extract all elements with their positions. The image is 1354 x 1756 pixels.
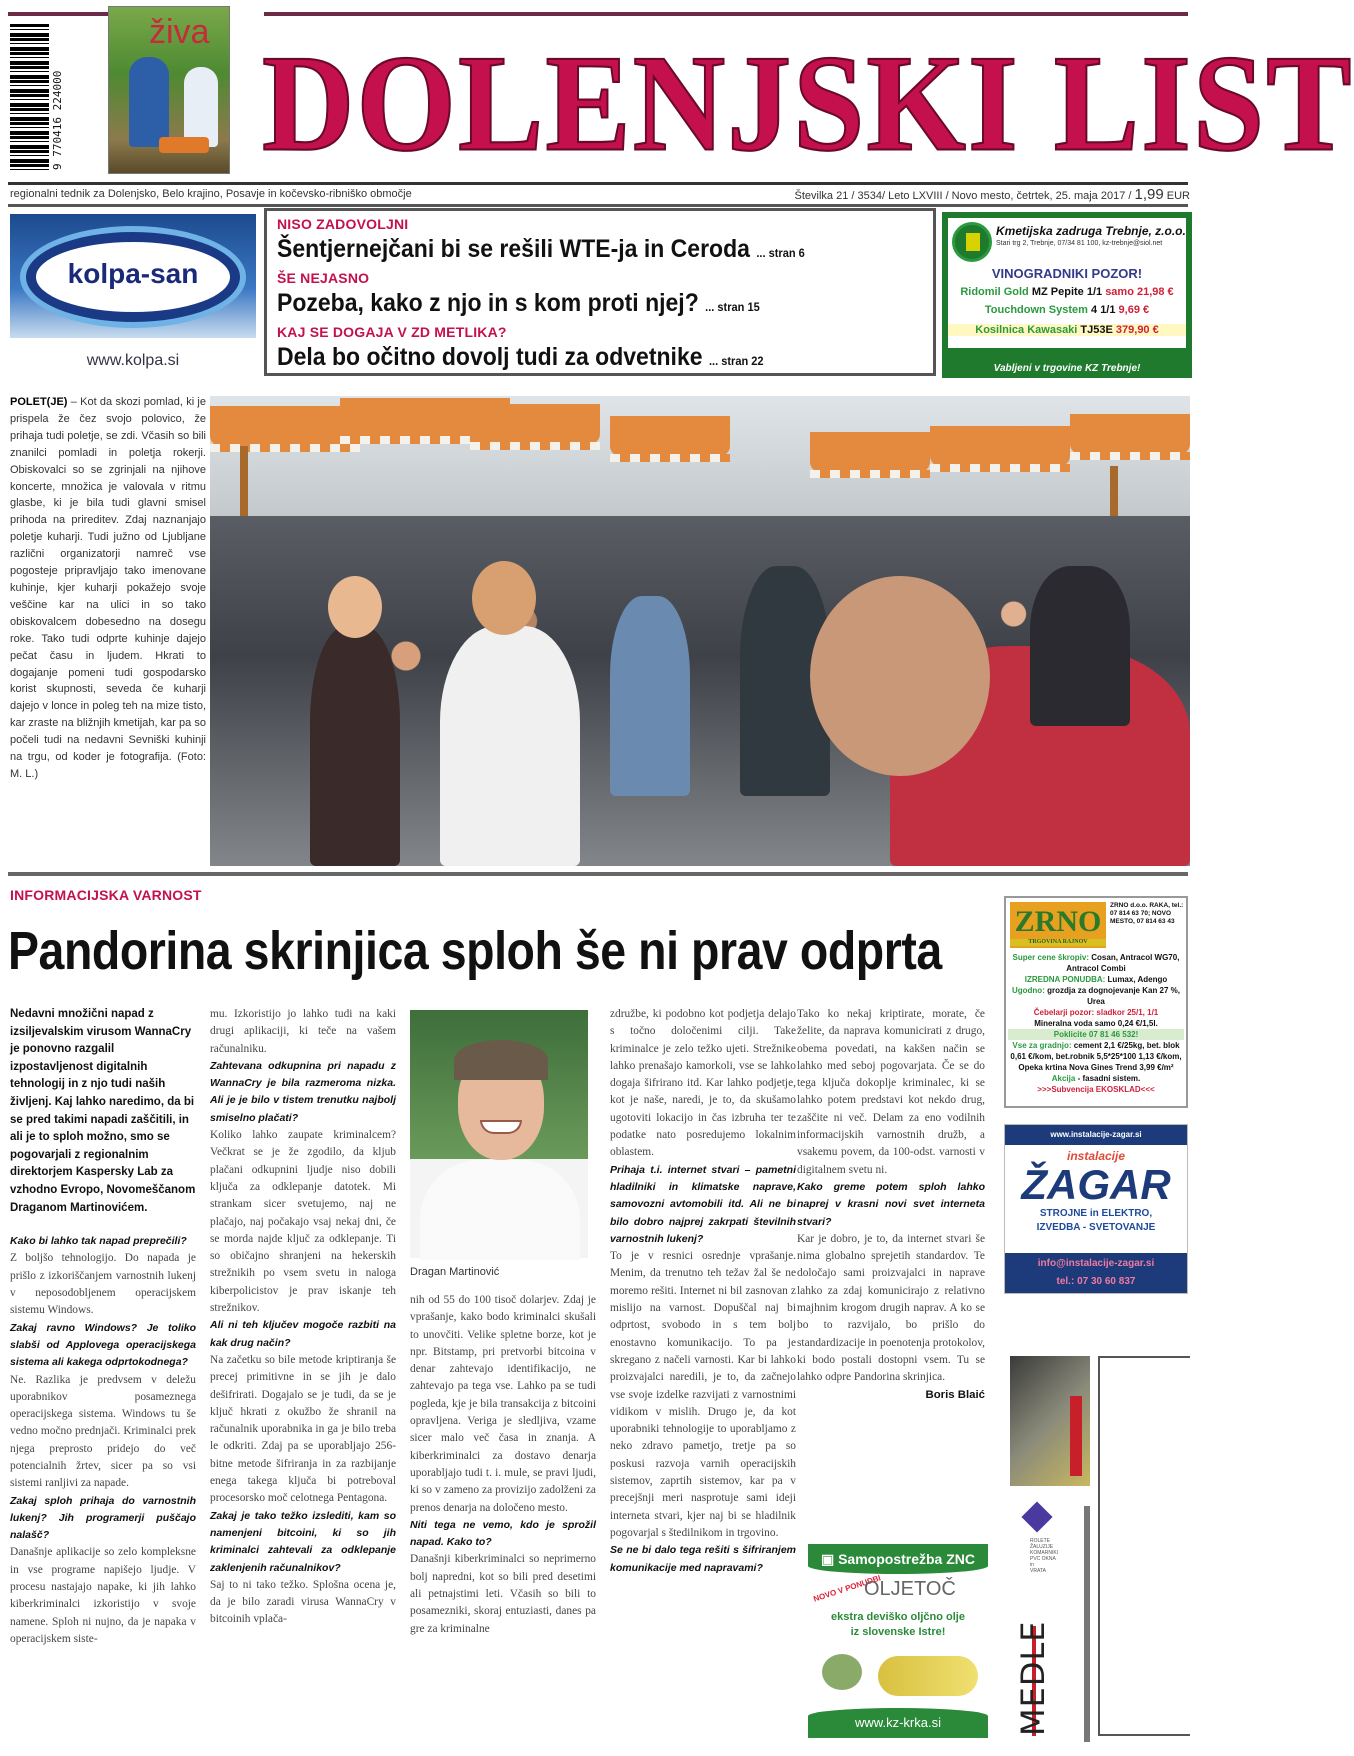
teaser-headline — [277, 341, 871, 377]
portrait-hair — [454, 1040, 548, 1080]
interview-question: Kako greme potem sploh lahko naprej v krasni novi svet interneta stvari? — [797, 1180, 985, 1228]
article-column-5 — [797, 1006, 985, 1404]
teaser-item[interactable] — [277, 269, 923, 323]
interview-answer: Kar je dobro, je to, da internet stvari še nima globalno sprejetih standardov. Te določajo sami proizvajalci in naprave lahko za zdaj komunicirajo z relativno majhnim krogom drugih naprav. A ko se bo to razvijalo, bo prišlo do standardizacije in poenotenja protokolov, ki bodo postali dostopni vsem. Tu se lahko odpre Pandorina skrinjica. — [797, 1232, 985, 1384]
kolpa-url-link[interactable]: www.kolpa.si — [86, 352, 180, 369]
person-figure — [440, 626, 580, 866]
supplement-title: živa — [149, 13, 210, 51]
interview-question: Zahtevana odkupnina pri napadu z WannaCry je bila razmeroma nizka. Ali je je bilo v tistem trenutku najbolj smiselno plačati? — [210, 1059, 396, 1124]
interview-answer: mu. Izkoristijo jo lahko tudi na kaki drugi aplikaciji, ki teče na vašem računalniku. — [210, 1008, 396, 1055]
zrno-line — [1008, 1029, 1184, 1040]
person-figure — [610, 596, 690, 796]
masthead-rule-left — [8, 12, 108, 16]
zrno-logo — [1010, 902, 1106, 948]
article-intro: Nedavni množični napad z izsiljevalskim virusom WannaCry je ponovno razgalil izpostavljenost digitalnih tehnologij in z njo tudi naših življenj. Kaj lahko naredimo, da bi se pred takimi napadi zaščitili, in ali je to sploh možno, smo se pogovarjali z regionalnim direktorjem Kaspersky Lab za vzhodno Evropo, Novomeščanom Draganom Martinovićem. — [10, 1008, 196, 1214]
zrno-label: Čebelarji pozor: — [1033, 1008, 1095, 1017]
zrno-text: cement 2,1 €/25kg, bet. blok 0,61 €/kom, bet.robnik 5,5*25*100 1,13 €/kom, Opeka krtina Nova Gines Trend 3,99 €/m² — [1010, 1041, 1182, 1072]
zagar-url: www.instalacije-zagar.si — [1005, 1125, 1187, 1145]
person-figure — [310, 626, 400, 866]
teaser-headline — [277, 287, 871, 323]
person-head — [810, 576, 990, 776]
market-tent — [470, 404, 600, 444]
issue-details: Številka 21 / 3534/ Leto LXVIII / Novo mesto, četrtek, 25. maja 2017 / — [794, 190, 1135, 202]
ad-kolpa-san[interactable] — [10, 214, 256, 338]
lead-body: – Kot da skozi pomlad, ki je prispela že čez svojo polovico, že prihaja tudi poletje, se zdi. Včasih so bili znanilci pomladi in poletja rokerji. Obiskovalci so se zgrinjali na njihove koncerte, množica je valovala v ritmu glasbe, ki je bila tudi glavni smisel prihoda na prireditev. Zdaj naznanjajo poletje kuharji. Tudi južno od Ljubljane različni organizatorji namreč vse pogosteje pripravljajo tako imenovane kuhinje, kjer kuharji pokažejo svoje veščine kar na ulici in so tako obiskovalcem dobesedno na dosegu roke. Tako tudi odprte kuhinje dajejo pečat času in ljudem. Hkrati to dogajanje pomeni tudi gospodarsko korist skupnosti, seveda če kuharji dajejo v lonce in poleg teh na mize tisto, kar zraste na bližnjih kmetijah, kar pa so počeli tudi na nedavni Sevniški kuhinji na trgu, od koder je fotografija. (Foto: M. L.) — [10, 396, 206, 780]
znc-header-text: Samopostrežba ZNC — [838, 1551, 976, 1567]
znc-header — [808, 1544, 988, 1574]
zrno-label: IZREDNA PONUDBA: — [1024, 975, 1106, 984]
interview-answer: Saj to ni tako težko. Splošna ocena je, da je bilo zaradi virusa WannaCry v bitcoinih vplača- — [210, 1578, 396, 1626]
teaser-kicker: KAJ SE DOGAJA V ZD METLIKA? — [277, 324, 507, 340]
interview-answer: Tako ko nekaj kriptirate, morate, če želite, da naprava komunicirati z drugo, obema povedati, na kakšen način se lahko med seboj pogovarjata. Če se do tega ključa dokoplje kriminalec, ki se lahko potem predstavi kot nekdo drug, zaščite ni več. Delam za eno vodilnih informacijskih varnostnih družb, a vsakemu povem, da 100-odst. varnosti v digitalnem svetu ni. — [797, 1008, 985, 1176]
article-column-2 — [210, 1006, 396, 1629]
zrno-label: Akcija — [1051, 1074, 1076, 1083]
zrno-label: Super cene škropiv: — [1012, 953, 1090, 962]
teaser-kicker: ŠE NEJASNO — [277, 270, 370, 286]
teaser-page: ... stran 22 — [708, 354, 764, 368]
teaser-headline — [277, 233, 871, 269]
medle-diamond-icon — [1021, 1501, 1052, 1532]
medle-services — [1030, 1538, 1060, 1574]
medle-red-stripe — [1070, 1396, 1082, 1476]
zrno-logo-text: ZRNO — [1014, 905, 1102, 938]
kz-item — [948, 286, 1186, 298]
kz-item — [948, 304, 1186, 316]
kz-logo-icon — [952, 222, 992, 262]
teaser-box — [264, 208, 936, 376]
zagar-script: instalacije — [1066, 1149, 1126, 1163]
kz-price: 379,90 € — [1115, 324, 1159, 336]
interview-answer: Z boljšo tehnologijo. Do napada je prišlo z izkoriščanjem varnostnih lukenj v neposodobljenem operacijskem sistemu Windows. — [10, 1252, 196, 1317]
medle-service: VRATA — [1030, 1568, 1046, 1574]
zrno-label: Vse za gradnjo: — [1012, 1041, 1072, 1050]
article-column-4 — [610, 1006, 796, 1577]
interview-answer: Ne. Razlika je predvsem v deležu uporabnikov posameznega operacijskega sistema. Windows tu še vedno močno prednjači. Kriminalci prek njega preprosto pridejo do več potencialnih žrtev, sicer pa so vsi sistemi ranljivi za napade. — [10, 1373, 196, 1490]
zrno-contact: ZRNO d.o.o. RAKA, tel.: 07 814 63 70; NOVO MESTO, 07 814 63 43 — [1110, 902, 1184, 925]
portrait-shirt — [420, 1160, 580, 1260]
interview-answer: nih od 55 do 100 tisoč dolarjev. Zdaj je vprašanje, kako bodo kriminalci skušali to unovčiti. Velike spletne borze, kot je npr. Bitstamp, pri pretvorbi bitcoina v denar zahtevajo identifikacijo, ne zahtevajo pa tega vse. Lahko pa se tudi pogleda, kje je bila transakcija z bitcoini opravljena. Veriga je sledljiva, vzame sicer malo več časa in znanja. A kiberkriminalci za dostavo denarja uporabljajo tudi t. i. mule, se pravi ljudi, ki so v zameno za provizijo zadolženi za prenos denarja na določeno mesto. — [410, 1294, 596, 1514]
divider — [8, 204, 1188, 207]
znc-product: OLJETOČ — [864, 1578, 956, 1600]
zagar-contact — [1005, 1253, 1187, 1293]
interview-question: Se ne bi dalo tega rešiti s šifriranjem komunikacije med napravami? — [610, 1544, 796, 1574]
divider — [8, 182, 1188, 185]
shop-icon: ▣ — [820, 1551, 839, 1567]
wheelbarrow-icon — [159, 137, 209, 153]
interview-answer: združbe, ki podobno kot podjetja delajo s točno določenimi cilji. Take kriminalce je zelo težko ujeti. Strežnike lahko prenašajo kamorkoli, vse se lahko dogaja šifrirano itd. Kar lahko podjetje, kot je naše, naredi, je to, da skušamo ugotoviti lokacijo in čas izbruha ter te podatke nato posredujemo lokalnim oblastem. — [610, 1008, 796, 1159]
zrno-line — [1008, 952, 1184, 974]
kz-item — [948, 324, 1186, 336]
article-column-1 — [10, 1006, 196, 1648]
barcode — [10, 24, 64, 170]
znc-desc-line: iz slovenske Istre! — [850, 1626, 946, 1638]
znc-badge: NOVO V PONUDBI — [812, 1573, 882, 1604]
interview-answer: To je v resnici osrednje vprašanje. Menim, da trenutno teh težav žal še ne moremo rešiti. Internet ni bil zasnovan z mislijo na varnost. Dopuščal naj bi odprtost, svobodo in s tem bolj enostavno komunikacijo. To pa je skregano z načeli varnosti. Kar bi lahko proizvajalci naredili, je to, da začnejo vse svoje izdelke razvijati z varnostnimi vidikom v mislih. Drugo je, da kot uporabniki tehnologije to uporabljamo z neko zdravo pametjo, tretje pa so poskusi razvoja varnih operacijskih sistemov, zaprtih sistemov, kar pa v precejšnji meri nasprotuje sami ideji interneta stvari, kjer naj bi se hladilnik pogovarjal s štedilnikom in trgovino. — [610, 1250, 796, 1539]
interview-question: Zakaj sploh prihaja do varnostnih lukenj? Jih programerji puščajo nalašč? — [10, 1494, 196, 1542]
zrno-line — [1008, 1040, 1184, 1073]
znc-description — [808, 1610, 988, 1640]
teaser-headline-text: Pozeba, kako z njo in s kom proti njej? — [277, 289, 699, 317]
divider — [8, 872, 1188, 876]
person-figure — [1030, 566, 1130, 726]
znc-desc-line: ekstra deviško oljčno olje — [831, 1611, 965, 1623]
zrno-line — [1008, 1018, 1184, 1029]
feature-kicker: INFORMACIJSKA VARNOST — [10, 887, 202, 903]
kz-detail: TJ53E — [1080, 324, 1113, 336]
market-tent — [210, 406, 360, 446]
ad-body — [948, 218, 1186, 348]
medle-logo: MEDLE — [1014, 1620, 1052, 1736]
zagar-services: STROJNE in ELEKTRO, — [1039, 1208, 1153, 1219]
market-tent — [930, 426, 1070, 466]
medle-gray-strip — [1084, 1506, 1090, 1742]
zagar-email: info@instalacije-zagar.si — [1037, 1258, 1155, 1269]
ad-znc-oljetoc[interactable] — [808, 1544, 988, 1738]
zagar-phone: tel.: 07 30 60 837 — [1056, 1276, 1136, 1287]
kz-product: Ridomil Gold — [960, 286, 1029, 298]
tagline: regionalni tednik za Dolenjsko, Belo krajino, Posavje in kočevsko-ribniško območje — [10, 188, 412, 200]
cover-child-figure — [129, 57, 169, 147]
market-tent — [610, 416, 730, 456]
ad-kz-trebnje[interactable] — [942, 212, 1192, 378]
lead-photo-text — [10, 394, 206, 783]
ad-zagar[interactable] — [1004, 1124, 1188, 1294]
zrno-label: Ugodno: — [1011, 986, 1045, 995]
kz-headline: VINOGRADNIKI POZOR! — [991, 266, 1143, 281]
issue-info — [795, 186, 1190, 203]
zagar-services: IZVEDBA - SVETOVANJE — [1036, 1222, 1156, 1233]
currency: EUR — [1166, 190, 1190, 202]
kz-detail: 4 1/1 — [1091, 304, 1116, 316]
zrno-line — [1008, 974, 1184, 985]
medle-service: ŽALUZIJE — [1030, 1544, 1054, 1550]
kz-footer: Vabljeni v trgovine KZ Trebnje! — [993, 363, 1141, 374]
interview-question: Niti tega ne vemo, kdo je sprožil napad. Kako to? — [410, 1518, 596, 1549]
zrno-line: >>>Subvencija EKOSKLAD<<< — [1037, 1085, 1155, 1094]
interview-answer: Na začetku so bile metode kriptiranja še precej primitivne in se jih je dalo dešifrirati. Dogajalo se je tudi, da se je ključ hkrati z okužbo že shranil na računalnik uporabnika in ga je bilo treba le odkriti. Zdaj pa se uporabljajo 256-bitne metode šifriranja in za razbijanje enega takega ključa bi potreboval procesorsko moč celotnega Pentagona. — [210, 1353, 396, 1505]
teaser-page: ... stran 15 — [705, 300, 760, 314]
zrno-body — [1008, 952, 1184, 1095]
zrno-text: grozdja za dognojevanje Kan 27 %, Urea — [1047, 986, 1181, 1006]
zrno-text: - fasadni sistem. — [1077, 1074, 1141, 1083]
barcode-icon — [10, 24, 49, 170]
zrno-label: Poklicite — [1053, 1030, 1087, 1039]
zrno-text: Mineralna voda samo 0,24 €/1,5l. — [1034, 1019, 1158, 1028]
ad-medle[interactable] — [1010, 1356, 1090, 1742]
kolpa-logo-text: kolpa-san — [67, 258, 199, 289]
teaser-page: ... stran 6 — [756, 246, 805, 260]
interview-answer: Današnji kiberkriminalci so neprimerno bolj napredni, kot so bili pred desetimi ali petnajstimi leti. Včasih so bili to posamezniki, skoraj entuziasti, danes pa gre za kriminalne — [410, 1553, 596, 1635]
photo-caption: Dragan Martinović — [410, 1266, 500, 1278]
kz-price: samo 21,98 € — [1105, 286, 1174, 298]
lead-photo[interactable] — [210, 396, 1190, 866]
interview-question: Kako bi lahko tak napad preprečili? — [10, 1235, 187, 1248]
medle-service: ROLETE — [1030, 1538, 1051, 1544]
kz-address: Stari trg 2, Trebnje, 07/34 81 100, kz-trebnje@siol.net — [996, 240, 1163, 247]
zrno-line — [1008, 985, 1184, 1007]
interview-question: Zakaj ravno Windows? Je toliko slabši od Applovega operacijskega sistema ali kakega odprtokodnega? — [10, 1321, 196, 1369]
teaser-item[interactable] — [277, 215, 923, 269]
empty-frame — [1098, 1356, 1190, 1736]
teaser-headline-text: Šentjernejčani bi se rešili WTE-ja in Ceroda — [277, 235, 750, 263]
kz-price: 9,69 € — [1118, 304, 1150, 316]
feature-title[interactable]: Pandorina skrinjica sploh še ni prav odprta — [8, 921, 942, 981]
interview-question: Ali ni teh ključev mogoče razbiti na kak drug način? — [210, 1319, 396, 1349]
kz-product: Touchdown System — [984, 304, 1088, 316]
interview-answer: Koliko lahko zaupate kriminalcem? Večkrat se je že zgodilo, da kljub plačani odkupnini ljudje niso dobili ključa za odklepanje datotek. Mi strankam sicer svetujemo, naj ne plačajo, naj počakajo vsaj nekaj dni, če se morda najde ključ za odklepanje. Ti so običajno shranjeni na hekerskih strežnikih po vsem svetu in naloga kiberpolicistov je prav iskanje teh strežnikov. — [210, 1129, 396, 1315]
teaser-item[interactable] — [277, 323, 923, 377]
zrno-text: Lumax, Adengo — [1107, 975, 1168, 984]
kz-name: Kmetijska zadruga Trebnje, z.o.o. — [996, 224, 1186, 238]
medle-service: KOMARNIKI — [1030, 1550, 1059, 1556]
cover-child-figure — [184, 67, 218, 147]
lead-label: POLET(JE) — [10, 396, 68, 408]
market-tent — [1070, 414, 1190, 454]
teaser-headline-text: Dela bo očitno dovolj tudi za odvetnike — [277, 343, 703, 371]
person-head — [472, 561, 536, 635]
kz-product: Kosilnica Kawasaki — [975, 324, 1078, 336]
interview-question: Prihaja t.i. internet stvari – pametni hladilniki in klimatske naprave, samovozni avtomobili itd. Ali ne bi bilo dobro najprej zakrpati številnih varnostnih lukenj? — [610, 1163, 796, 1245]
olive-tree-icon — [822, 1654, 862, 1690]
interview-answer: Današnje aplikacije so zelo kompleksne in vse programe napišejo ljudje. V procesu nastajajo napake, ki jih lahko kiberkriminalci izkoristijo v svoje namene. Sploh ni nujno, da je napaka v operacijskem siste- — [10, 1546, 196, 1645]
zrno-logo-sub: TRGOVINA RAJNOV — [1010, 939, 1106, 946]
teaser-kicker: NISO ZADOVOLJNI — [277, 216, 409, 232]
zagar-logo: ŽAGAR — [1021, 1161, 1171, 1208]
zrno-line — [1008, 1073, 1184, 1084]
zrno-text: sladkor 25/1, 1/1 — [1096, 1008, 1159, 1017]
kz-detail: MZ Pepite 1/1 — [1031, 286, 1103, 298]
masthead-rule-top — [264, 12, 1188, 16]
portrait-photo[interactable] — [410, 1010, 588, 1258]
author-byline: Boris Blaić — [925, 1388, 985, 1401]
person-head — [328, 576, 382, 638]
market-tent — [810, 432, 930, 472]
znc-url: www.kz-krka.si — [808, 1708, 988, 1738]
zrno-text: 07 81 46 532! — [1088, 1030, 1139, 1039]
zrno-line — [1008, 1007, 1184, 1018]
article-column-3 — [410, 1292, 596, 1638]
oil-bottle-icon — [878, 1656, 978, 1696]
barcode-number: 9 770416 224000 — [51, 70, 64, 170]
medle-service: PVC OKNA in — [1030, 1556, 1056, 1568]
ad-zrno[interactable] — [1004, 896, 1188, 1108]
interview-question: Zakaj je tako težko izslediti, kam so namenjeni bitcoini, ki so jih kriminalci zahtevali za odklepanje zaklenjenih računalnikov? — [210, 1509, 396, 1574]
zrno-text: Cosan, Antracol WG70, Antracol Combi — [1066, 953, 1180, 973]
price: 1,99 — [1134, 186, 1164, 203]
newspaper-title: DOLENJSKI LIST — [262, 26, 1354, 180]
supplement-cover-ziva[interactable] — [108, 6, 230, 174]
